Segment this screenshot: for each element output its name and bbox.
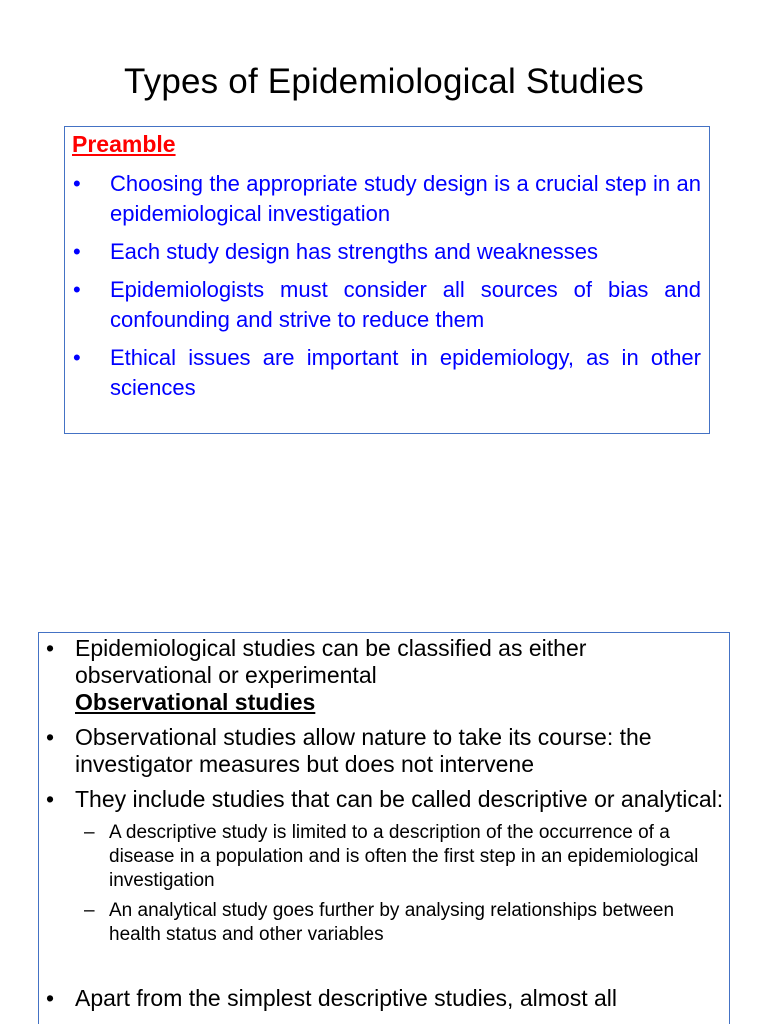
preamble-bullet-text: Choosing the appropriate study design is a crucial step in an epidemiological investigation bbox=[110, 171, 701, 226]
slide-2 bbox=[0, 576, 768, 1024]
bullet-dot-icon: • bbox=[46, 786, 55, 812]
bullet-text: Epidemiological studies can be classified as either observational or experimental bbox=[75, 635, 587, 688]
preamble-box bbox=[64, 126, 710, 434]
bullet-dot-icon: • bbox=[73, 171, 81, 196]
preamble-bullet bbox=[65, 169, 709, 229]
bullet-dot-icon: • bbox=[46, 635, 55, 661]
slide-title: Types of Epidemiological Studies bbox=[123, 62, 645, 101]
bullet-item bbox=[39, 635, 729, 689]
sub-bullet-text: A descriptive study is limited to a description of the occurrence of a disease in a population and is often the first step in an epidemiological investigation bbox=[109, 822, 699, 891]
sub-bullet-item bbox=[39, 899, 729, 947]
content-list bbox=[39, 635, 729, 1012]
preamble-bullet-text: Epidemiologists must consider all sources of bias and confounding and strive to reduce them bbox=[110, 277, 701, 332]
sub-bullet-item bbox=[39, 821, 729, 893]
sub-bullet-text: An analytical study goes further by analysing relationships between health status and other variables bbox=[109, 900, 675, 945]
bullet-text: Observational studies allow nature to take its course: the investigator measures but does not intervene bbox=[75, 724, 652, 777]
bullet-item bbox=[39, 985, 729, 1012]
bullet-dot-icon: • bbox=[73, 239, 81, 264]
bullet-text: They include studies that can be called descriptive or analytical: bbox=[75, 786, 724, 812]
dash-icon: – bbox=[84, 822, 95, 843]
bullet-dot-icon: • bbox=[73, 277, 81, 302]
preamble-heading: Preamble bbox=[72, 131, 176, 157]
preamble-bullet bbox=[65, 237, 709, 267]
bullet-dot-icon: • bbox=[73, 345, 81, 370]
preamble-bullet-list bbox=[65, 169, 709, 411]
preamble-bullet-text: Ethical issues are important in epidemiology, as in other sciences bbox=[110, 345, 701, 400]
bullet-item bbox=[39, 724, 729, 778]
bullet-dot-icon: • bbox=[46, 724, 55, 750]
content-box bbox=[38, 632, 730, 1024]
observational-studies-heading: Observational studies bbox=[75, 689, 316, 715]
preamble-bullet bbox=[65, 343, 709, 403]
bullet-text: Apart from the simplest descriptive studies, almost all bbox=[75, 985, 617, 1011]
preamble-bullet bbox=[65, 275, 709, 335]
dash-icon: – bbox=[84, 900, 95, 921]
preamble-bullet-text: Each study design has strengths and weaknesses bbox=[110, 239, 598, 264]
bullet-dot-icon: • bbox=[46, 985, 55, 1011]
bullet-item bbox=[39, 786, 729, 813]
